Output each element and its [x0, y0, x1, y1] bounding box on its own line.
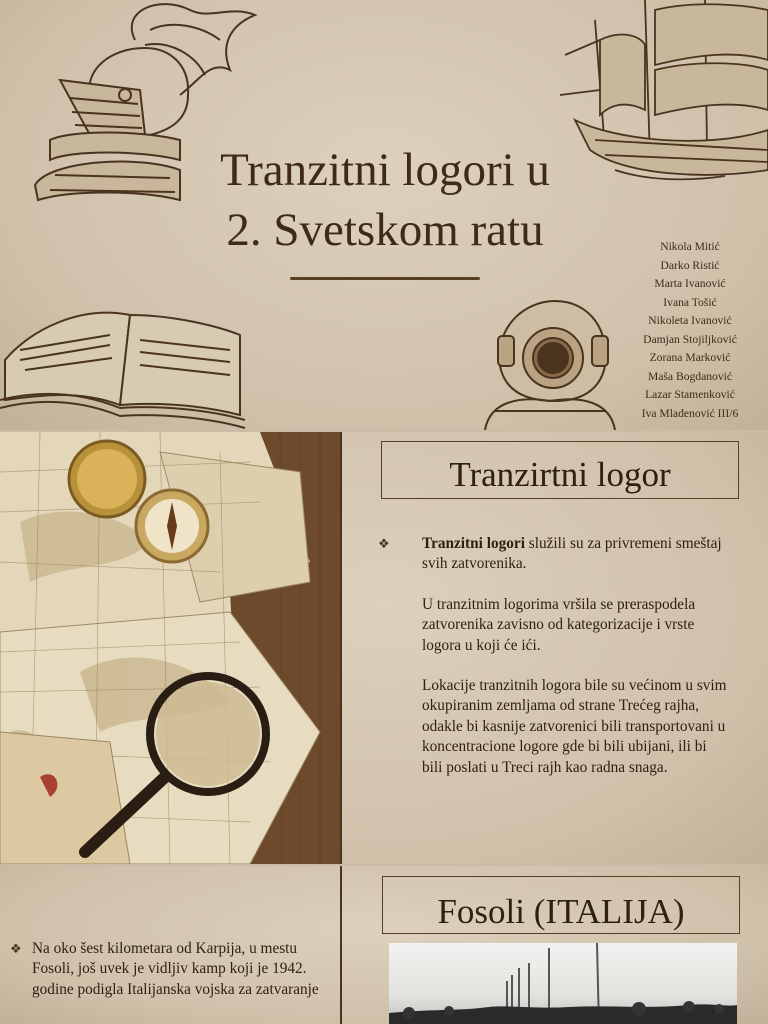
author-item: Zorana Marković: [649, 351, 731, 364]
diamond-bullet-icon: ❖: [378, 536, 390, 551]
title-line-1: Tranzitni logori u: [220, 144, 550, 196]
author-item: Nikola Mitić: [660, 240, 720, 253]
slide-divider: [340, 866, 342, 1024]
diamond-bullet-icon: ❖: [10, 941, 22, 956]
paragraph: Na oko šest kilometara od Karpija, u mestu Fosoli, još uvek je vidljiv kamp koji je 1942. godine podigla Italijanska vojska za zatvaranje: [32, 940, 319, 998]
author-item: Lazar Stamenković: [645, 388, 735, 401]
slide-body: [10, 939, 340, 1020]
slide-heading: Tranzirtni logor: [381, 441, 739, 499]
author-item: Ivana Tošić: [663, 295, 717, 309]
open-book-icon: [0, 290, 250, 430]
author-item: Damjan Stojiljković: [643, 332, 737, 346]
author-item: Marta Ivanović: [654, 277, 726, 290]
title-line-2: 2. Svetskom ratu: [226, 204, 544, 256]
slide-heading: Fosoli (ITALIJA): [382, 876, 740, 934]
maps-compass-photo: [0, 432, 340, 864]
bold-term: Tranzitni logori: [422, 535, 525, 552]
paragraph: U tranzitnim logorima vršila se preraspodela zatvorenika zavisno od kategorizacije i vrste logora u koji će ići.: [422, 595, 696, 654]
author-item: Nikoleta Ivanović: [648, 314, 732, 327]
diving-helmet-icon: [480, 296, 620, 430]
paragraph: Lokacije tranzitnih logora bile su većinom u svim okupiranim zemljama od strane Trećeg rajha, odakle bi kasnije zatvorenici bili transportovani u koncentracione logore gde bi bili ubijani, ili bi bili poslati u Treci rajh kao radna snaga.: [422, 677, 727, 776]
author-item: Iva Mladenović III/6: [641, 406, 739, 420]
paragraph: [422, 534, 728, 575]
presentation-title: [150, 140, 620, 260]
title-slide: [0, 0, 768, 430]
author-item: Maša Bogdanović: [647, 369, 733, 383]
paragraph-text: služili su za privremeni smeštaj svih zatvorenika.: [422, 535, 722, 573]
tranzitni-logor-slide: [0, 432, 768, 864]
fosoli-slide: [0, 866, 768, 1024]
author-list: [600, 238, 768, 423]
title-underline: [290, 277, 480, 280]
slide-body: [378, 534, 728, 798]
slide-divider: [340, 432, 342, 864]
fosoli-camp-photo: [389, 943, 737, 1024]
author-item: Darko Ristić: [660, 258, 720, 272]
